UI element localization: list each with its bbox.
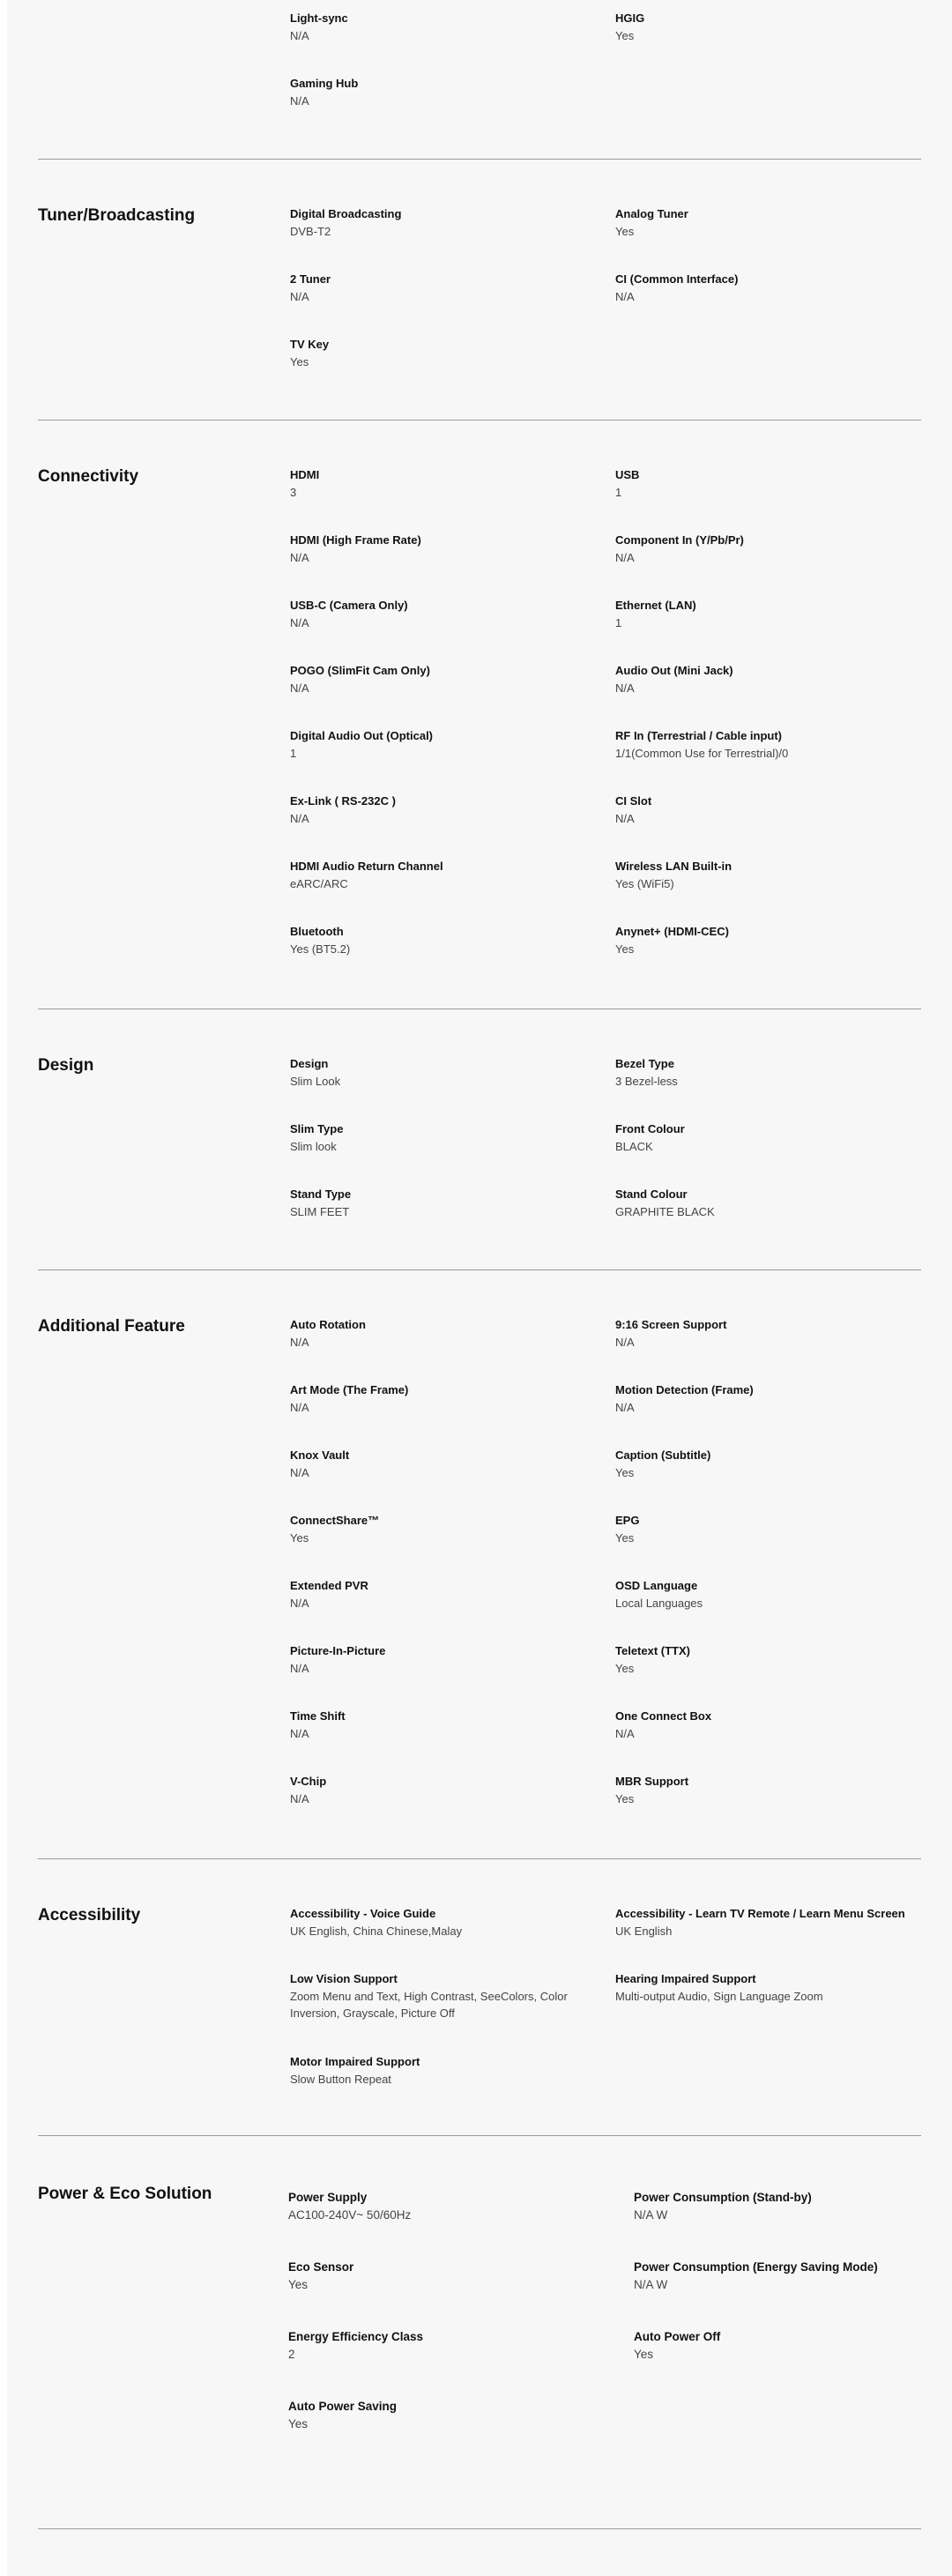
spec-label: Motion Detection (Frame) <box>615 1383 754 1396</box>
spec-value: Yes <box>615 1466 635 1479</box>
spec-label: HGIG <box>615 11 645 25</box>
spec-label: Low Vision Support <box>290 1972 398 1985</box>
spec-label: Ethernet (LAN) <box>615 599 696 612</box>
spec-value: Zoom Menu and Text, High Contrast, SeeColors, Color Inversion, Grayscale, Picture Off <box>290 1990 568 2020</box>
spec-label: Analog Tuner <box>615 207 688 220</box>
spec-label: Caption (Subtitle) <box>615 1448 711 1462</box>
spec-value: Yes <box>615 1662 635 1675</box>
spec-usb <box>615 467 906 501</box>
spec-label: Front Colour <box>615 1122 685 1135</box>
spec-label: USB-C (Camera Only) <box>290 599 408 612</box>
spec-value: N/A <box>290 290 309 303</box>
spec-mbr-support <box>615 1774 906 1807</box>
spec-low-vision-support <box>290 1971 594 2021</box>
spec-value: 3 <box>290 486 297 499</box>
spec-value: N/A <box>290 551 309 564</box>
spec-ci-common-interface <box>615 272 906 305</box>
spec-value: SLIM FEET <box>290 1205 350 1218</box>
spec-connectshare <box>290 1513 581 1546</box>
spec-label: Extended PVR <box>290 1579 368 1592</box>
spec-label: Audio Out (Mini Jack) <box>615 664 733 677</box>
spec-component-in <box>615 532 906 566</box>
spec-value: BLACK <box>615 1140 653 1153</box>
spec-label: TV Key <box>290 338 330 351</box>
spec-hdmi <box>290 467 581 501</box>
spec-value: N/A <box>290 1662 309 1675</box>
section-title: Tuner/Broadcasting <box>38 206 196 225</box>
spec-value: N/A <box>615 1727 635 1740</box>
section-divider <box>38 1858 921 1859</box>
spec-value: N/A <box>290 1401 309 1414</box>
spec-label: CI Slot <box>615 794 652 808</box>
spec-teletext <box>615 1643 906 1677</box>
section-title: Design <box>38 1056 94 1075</box>
spec-label: Design <box>290 1057 329 1070</box>
spec-label: Stand Colour <box>615 1187 688 1201</box>
spec-label: HDMI <box>290 468 320 481</box>
spec-extended-pvr <box>290 1578 581 1612</box>
spec-value: N/A <box>615 1336 635 1349</box>
spec-label: Slim Type <box>290 1122 344 1135</box>
spec-value: N/A <box>290 1466 309 1479</box>
spec-bluetooth <box>290 924 581 957</box>
section-title: Accessibility <box>38 1906 141 1925</box>
spec-label: Motor Impaired Support <box>290 2055 420 2068</box>
spec-value: 3 Bezel-less <box>615 1075 678 1088</box>
spec-label: 2 Tuner <box>290 272 331 286</box>
spec-label: CI (Common Interface) <box>615 272 739 286</box>
spec-v-chip <box>290 1774 581 1807</box>
spec-label: Power Consumption (Energy Saving Mode) <box>634 2260 878 2274</box>
spec-value: Yes <box>290 1531 309 1545</box>
spec-tv-key <box>290 337 581 370</box>
spec-epg <box>615 1513 906 1546</box>
spec-learn-tv-remote <box>615 1906 919 1939</box>
spec-front-colour <box>615 1121 906 1155</box>
spec-ci-slot <box>615 793 906 827</box>
spec-label: Digital Broadcasting <box>290 207 402 220</box>
spec-value: Yes <box>288 2278 309 2291</box>
spec-ethernet-lan <box>615 598 906 631</box>
section-title: Connectivity <box>38 467 139 486</box>
spec-label: Hearing Impaired Support <box>615 1972 756 1985</box>
spec-rf-in <box>615 728 906 762</box>
spec-ex-link <box>290 793 581 827</box>
spec-label: Power Supply <box>288 2191 368 2204</box>
spec-value: N/A <box>290 616 309 629</box>
spec-value: N/A W <box>634 2208 668 2222</box>
section-title: Power & Eco Solution <box>38 2185 212 2203</box>
spec-label: Auto Power Saving <box>288 2400 398 2413</box>
spec-bezel-type <box>615 1056 906 1090</box>
spec-value: Slim Look <box>290 1075 341 1088</box>
spec-eco-sensor <box>288 2260 579 2293</box>
section-title: Additional Feature <box>38 1317 185 1336</box>
spec-label: Accessibility - Voice Guide <box>290 1907 436 1920</box>
spec-value: 1 <box>290 747 297 760</box>
spec-pogo <box>290 663 581 696</box>
spec-label: HDMI Audio Return Channel <box>290 860 443 873</box>
spec-value: Local Languages <box>615 1597 703 1610</box>
spec-label: Teletext (TTX) <box>615 1644 690 1657</box>
spec-label: Ex-Link ( RS-232C ) <box>290 794 396 808</box>
spec-design <box>290 1056 581 1090</box>
spec-label: OSD Language <box>615 1579 698 1592</box>
spec-label: MBR Support <box>615 1775 689 1788</box>
spec-light-sync <box>290 11 581 44</box>
spec-value: N/A <box>290 1336 309 1349</box>
spec-value: 2 <box>288 2348 295 2361</box>
spec-label: Auto Power Off <box>634 2330 721 2343</box>
spec-label: Eco Sensor <box>288 2260 354 2274</box>
spec-slim-type <box>290 1121 581 1155</box>
spec-analog-tuner <box>615 206 906 240</box>
spec-label: USB <box>615 468 640 481</box>
spec-label: Stand Type <box>290 1187 352 1201</box>
spec-2-tuner <box>290 272 581 305</box>
spec-hgig <box>615 11 906 44</box>
spec-value: N/A <box>290 29 309 42</box>
spec-hearing-impaired-support <box>615 1971 919 2005</box>
spec-value: N/A <box>290 812 309 825</box>
spec-label: Accessibility - Learn TV Remote / Learn Menu Screen <box>615 1907 905 1920</box>
spec-voice-guide <box>290 1906 581 1939</box>
spec-value: UK English <box>615 1925 673 1938</box>
spec-auto-power-off <box>634 2329 925 2363</box>
spec-audio-out-mini-jack <box>615 663 906 696</box>
spec-value: N/A <box>290 94 309 108</box>
spec-label: V-Chip <box>290 1775 327 1788</box>
spec-value: N/A <box>615 1401 635 1414</box>
spec-power-consumption-energy-saving <box>634 2260 925 2293</box>
spec-stand-colour <box>615 1187 906 1220</box>
spec-value: Yes <box>615 29 635 42</box>
spec-value: Multi-output Audio, Sign Language Zoom <box>615 1990 823 2003</box>
spec-value: Yes <box>615 1531 635 1545</box>
spec-value: N/A <box>615 812 635 825</box>
spec-time-shift <box>290 1709 581 1742</box>
spec-value: Yes <box>288 2417 309 2431</box>
spec-value: Yes <box>615 225 635 238</box>
spec-auto-rotation <box>290 1317 581 1351</box>
spec-value: N/A <box>615 290 635 303</box>
spec-motion-detection <box>615 1382 906 1416</box>
spec-motor-impaired-support <box>290 2054 581 2088</box>
spec-label: Auto Rotation <box>290 1318 366 1331</box>
spec-value: Slow Button Repeat <box>290 2073 391 2086</box>
section-divider <box>38 420 921 421</box>
spec-value: N/A W <box>634 2278 668 2291</box>
spec-picture-in-picture <box>290 1643 581 1677</box>
spec-energy-efficiency-class <box>288 2329 579 2363</box>
spec-value: Yes (WiFi5) <box>615 877 674 890</box>
spec-value: 1 <box>615 486 622 499</box>
spec-value: UK English, China Chinese,Malay <box>290 1925 463 1938</box>
spec-value: GRAPHITE BLACK <box>615 1205 715 1218</box>
spec-label: POGO (SlimFit Cam Only) <box>290 664 430 677</box>
spec-usb-c <box>290 598 581 631</box>
spec-label: 9:16 Screen Support <box>615 1318 727 1331</box>
section-divider <box>38 2528 921 2529</box>
spec-value: N/A <box>290 1792 309 1805</box>
spec-label: Gaming Hub <box>290 77 359 90</box>
spec-label: Bezel Type <box>615 1057 674 1070</box>
spec-art-mode <box>290 1382 581 1416</box>
spec-label: Time Shift <box>290 1709 346 1723</box>
spec-value: DVB-T2 <box>290 225 331 238</box>
spec-one-connect-box <box>615 1709 906 1742</box>
spec-label: Bluetooth <box>290 925 344 938</box>
spec-value: AC100-240V~ 50/60Hz <box>288 2208 412 2222</box>
spec-value: N/A <box>615 551 635 564</box>
spec-hdmi-high-frame-rate <box>290 532 581 566</box>
spec-value: N/A <box>290 681 309 695</box>
spec-916-screen-support <box>615 1317 906 1351</box>
section-divider <box>38 1269 921 1270</box>
spec-label: ConnectShare™ <box>290 1514 380 1527</box>
spec-label: Energy Efficiency Class <box>288 2330 424 2343</box>
spec-power-consumption-standby <box>634 2190 925 2223</box>
section-divider <box>38 2135 921 2136</box>
spec-label: Art Mode (The Frame) <box>290 1383 409 1396</box>
spec-value: 1/1(Common Use for Terrestrial)/0 <box>615 747 789 760</box>
spec-gaming-hub <box>290 76 581 109</box>
spec-label: Picture-In-Picture <box>290 1644 386 1657</box>
spec-page <box>7 0 952 2576</box>
spec-digital-broadcasting <box>290 206 581 240</box>
spec-value: Slim look <box>290 1140 337 1153</box>
spec-label: Component In (Y/Pb/Pr) <box>615 533 744 547</box>
spec-value: Yes <box>615 1792 635 1805</box>
spec-osd-language <box>615 1578 906 1612</box>
spec-value: N/A <box>615 681 635 695</box>
spec-label: One Connect Box <box>615 1709 712 1723</box>
spec-label: Knox Vault <box>290 1448 350 1462</box>
spec-label: Wireless LAN Built-in <box>615 860 733 873</box>
spec-value: 1 <box>615 616 622 629</box>
spec-value: Yes <box>634 2348 654 2361</box>
spec-power-supply <box>288 2190 579 2223</box>
spec-label: Light-sync <box>290 11 348 25</box>
spec-knox-vault <box>290 1448 581 1481</box>
spec-stand-type <box>290 1187 581 1220</box>
spec-value: N/A <box>290 1727 309 1740</box>
section-divider <box>38 159 921 160</box>
spec-auto-power-saving <box>288 2399 579 2432</box>
spec-value: N/A <box>290 1597 309 1610</box>
spec-hdmi-arc <box>290 859 581 892</box>
spec-label: RF In (Terrestrial / Cable input) <box>615 729 783 742</box>
spec-label: Digital Audio Out (Optical) <box>290 729 434 742</box>
spec-anynet <box>615 924 906 957</box>
spec-label: Anynet+ (HDMI-CEC) <box>615 925 729 938</box>
spec-value: eARC/ARC <box>290 877 348 890</box>
spec-label: HDMI (High Frame Rate) <box>290 533 421 547</box>
spec-wireless-lan <box>615 859 906 892</box>
spec-value: Yes (BT5.2) <box>290 942 351 956</box>
spec-digital-audio-out <box>290 728 581 762</box>
spec-caption-subtitle <box>615 1448 906 1481</box>
spec-value: Yes <box>615 942 635 956</box>
spec-label: Power Consumption (Stand-by) <box>634 2191 812 2204</box>
spec-label: EPG <box>615 1514 640 1527</box>
spec-value: Yes <box>290 355 309 369</box>
